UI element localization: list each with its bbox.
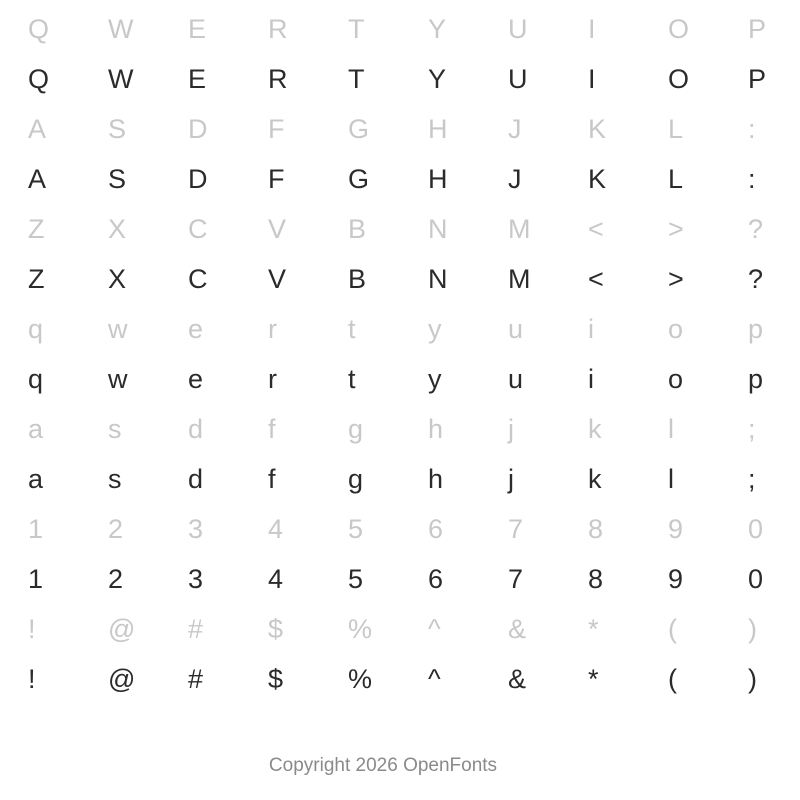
glyph-cell: P (748, 14, 767, 44)
glyph-row (0, 254, 800, 304)
glyph-row (0, 404, 800, 454)
glyph-cell: * (588, 664, 599, 694)
glyph-cell: ? (748, 264, 764, 294)
glyph-cell: & (508, 614, 527, 644)
glyph-cell: 5 (348, 564, 364, 594)
glyph-cell: k (588, 414, 602, 444)
glyph-cell: : (748, 164, 756, 194)
glyph-cell: X (108, 264, 127, 294)
glyph-row (0, 204, 800, 254)
glyph-cell: C (188, 214, 208, 244)
glyph-cell: a (28, 414, 44, 444)
glyph-cell: k (588, 464, 602, 494)
glyph-cell: 9 (668, 514, 684, 544)
glyph-cell: D (188, 164, 208, 194)
glyph-cell: O (668, 14, 690, 44)
glyph-cell: K (588, 114, 607, 144)
glyph-cell: $ (268, 614, 284, 644)
glyph-cell: G (348, 114, 370, 144)
glyph-cell: e (188, 364, 204, 394)
glyph-cell: J (508, 164, 522, 194)
glyph-cell: Y (428, 64, 447, 94)
glyph-cell: # (188, 664, 204, 694)
glyph-cell: S (108, 164, 127, 194)
glyph-cell: P (748, 64, 767, 94)
glyph-row (0, 504, 800, 554)
glyph-cell: 4 (268, 564, 284, 594)
glyph-cell: h (428, 464, 444, 494)
glyph-cell: 5 (348, 514, 364, 544)
glyph-cell: 1 (28, 514, 44, 544)
glyph-cell: w (108, 364, 128, 394)
glyph-cell: Z (28, 264, 45, 294)
glyph-cell: l (668, 464, 674, 494)
glyph-cell: 3 (188, 564, 204, 594)
glyph-cell: S (108, 114, 127, 144)
glyph-cell: B (348, 214, 367, 244)
glyph-cell: I (588, 64, 596, 94)
glyph-cell: Z (28, 214, 45, 244)
glyph-cell: h (428, 414, 444, 444)
glyph-cell: H (428, 114, 448, 144)
glyph-cell: K (588, 164, 607, 194)
glyph-cell: ( (668, 664, 677, 694)
glyph-cell: 3 (188, 514, 204, 544)
glyph-cell: 2 (108, 564, 124, 594)
glyph-cell: J (508, 114, 522, 144)
glyph-cell: d (188, 464, 204, 494)
glyph-cell: ; (748, 414, 756, 444)
glyph-cell: U (508, 14, 528, 44)
glyph-cell: W (108, 64, 134, 94)
glyph-cell: u (508, 314, 524, 344)
glyph-cell: t (348, 314, 356, 344)
glyph-cell: Q (28, 64, 50, 94)
glyph-cell: t (348, 364, 356, 394)
glyph-cell: j (508, 414, 514, 444)
glyph-cell: > (668, 214, 684, 244)
glyph-cell: ^ (428, 614, 441, 644)
glyph-cell: I (588, 14, 596, 44)
glyph-cell: 1 (28, 564, 44, 594)
glyph-cell: f (268, 414, 276, 444)
glyph-cell: ) (748, 664, 757, 694)
glyph-row (0, 304, 800, 354)
glyph-cell: E (188, 64, 207, 94)
glyph-cell: C (188, 264, 208, 294)
glyph-cell: M (508, 214, 531, 244)
glyph-cell: < (588, 264, 604, 294)
glyph-cell: y (428, 364, 442, 394)
glyph-cell: d (188, 414, 204, 444)
glyph-cell: j (508, 464, 514, 494)
glyph-cell: F (268, 164, 285, 194)
glyph-cell: r (268, 314, 277, 344)
glyph-cell: 9 (668, 564, 684, 594)
glyph-cell: Y (428, 14, 447, 44)
glyph-cell: 8 (588, 514, 604, 544)
glyph-cell: % (348, 614, 373, 644)
glyph-cell: M (508, 264, 531, 294)
glyph-cell: y (428, 314, 442, 344)
glyph-cell: w (108, 314, 128, 344)
glyph-cell: X (108, 214, 127, 244)
glyph-cell: ; (748, 464, 756, 494)
glyph-cell: L (668, 164, 684, 194)
glyph-cell: F (268, 114, 285, 144)
glyph-cell: W (108, 14, 134, 44)
glyph-cell: p (748, 364, 764, 394)
glyph-cell: 7 (508, 564, 524, 594)
glyph-cell: A (28, 164, 47, 194)
glyph-cell: q (28, 364, 44, 394)
glyph-cell: > (668, 264, 684, 294)
glyph-row (0, 654, 800, 704)
glyph-cell: l (668, 414, 674, 444)
glyph-cell: ? (748, 214, 764, 244)
glyph-cell: s (108, 464, 122, 494)
glyph-cell: G (348, 164, 370, 194)
glyph-cell: 2 (108, 514, 124, 544)
glyph-cell: 6 (428, 514, 444, 544)
glyph-cell: @ (108, 664, 136, 694)
glyph-cell: U (508, 64, 528, 94)
glyph-row (0, 354, 800, 404)
footer (0, 755, 800, 777)
glyph-row (0, 4, 800, 54)
glyph-cell: V (268, 214, 287, 244)
glyph-cell: R (268, 64, 288, 94)
glyph-cell: N (428, 264, 448, 294)
glyph-row (0, 454, 800, 504)
glyph-cell: 0 (748, 564, 764, 594)
glyph-cell: H (428, 164, 448, 194)
glyph-cell: * (588, 614, 599, 644)
glyph-cell: q (28, 314, 44, 344)
copyright-text: Copyright 2026 OpenFonts (268, 755, 498, 776)
glyph-cell: o (668, 314, 684, 344)
glyph-cell: g (348, 464, 364, 494)
glyph-cell: i (588, 364, 594, 394)
glyph-cell: ( (668, 614, 677, 644)
glyph-row (0, 554, 800, 604)
glyph-cell: ) (748, 614, 757, 644)
glyph-cell: O (668, 64, 690, 94)
glyph-cell: T (348, 14, 365, 44)
glyph-cell: N (428, 214, 448, 244)
glyph-cell: u (508, 364, 524, 394)
glyph-cell: 7 (508, 514, 524, 544)
glyph-cell: D (188, 114, 208, 144)
glyph-cell: E (188, 14, 207, 44)
glyph-cell: e (188, 314, 204, 344)
glyph-cell: ! (28, 614, 36, 644)
glyph-cell: r (268, 364, 277, 394)
glyph-cell: : (748, 114, 756, 144)
glyph-cell: $ (268, 664, 284, 694)
glyph-cell: L (668, 114, 684, 144)
glyph-cell: T (348, 64, 365, 94)
glyph-cell: p (748, 314, 764, 344)
glyph-cell: f (268, 464, 276, 494)
glyph-cell: o (668, 364, 684, 394)
glyph-cell: B (348, 264, 367, 294)
glyph-row (0, 604, 800, 654)
glyph-cell: A (28, 114, 47, 144)
glyph-cell: # (188, 614, 204, 644)
glyph-cell: g (348, 414, 364, 444)
glyph-cell: 8 (588, 564, 604, 594)
glyph-cell: 6 (428, 564, 444, 594)
glyph-cell: 0 (748, 514, 764, 544)
glyph-cell: i (588, 314, 594, 344)
glyph-row (0, 104, 800, 154)
glyph-row (0, 54, 800, 104)
glyph-cell: ^ (428, 664, 441, 694)
glyph-cell: 4 (268, 514, 284, 544)
glyph-cell: % (348, 664, 373, 694)
glyph-cell: V (268, 264, 287, 294)
glyph-cell: < (588, 214, 604, 244)
glyph-cell: Q (28, 14, 50, 44)
glyph-cell: @ (108, 614, 136, 644)
glyph-row (0, 154, 800, 204)
glyph-cell: s (108, 414, 122, 444)
glyph-cell: ! (28, 664, 36, 694)
glyph-cell: R (268, 14, 288, 44)
glyph-cell: a (28, 464, 44, 494)
glyph-cell: & (508, 664, 527, 694)
